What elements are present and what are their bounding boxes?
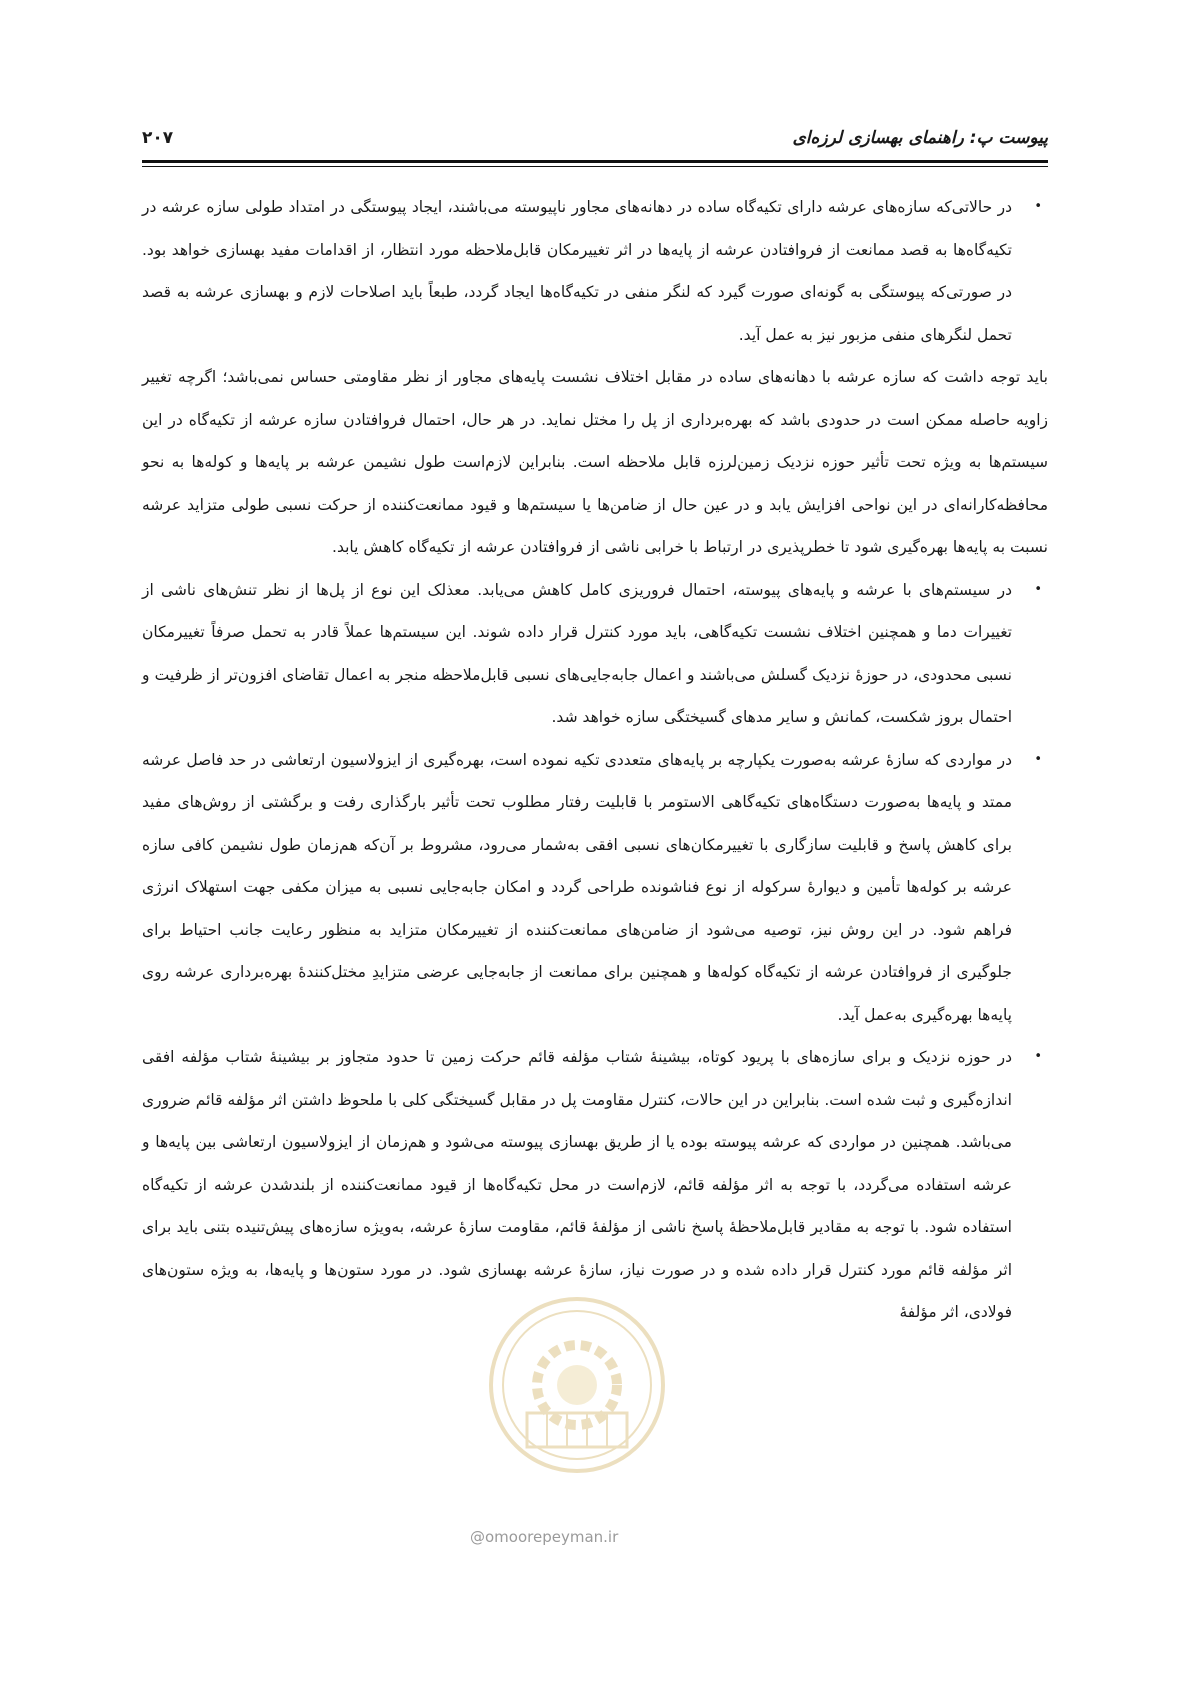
paragraph: باید توجه داشت که سازه عرشه با دهانه‌های ساده در مقابل اختلاف نشست پایه‌های مجاور از نظر مقاومتی حساس نمی‌باشد؛ اگرچه تغییر زاویه حاصله ممکن است در حدودی باشد که بهره‌برداری از پل را مختل نماید. در هر حال، احتمال فروافتادن سازه عرشه از تکیه‌گاه در این سیستم‌ها به ویژه تحت تأثیر حوزه نزدیک زمین‌لرزه قابل ملاحظه است. بنابراین لازم‌است طول نشیمن عرشه بر پایه‌ها و کوله‌ها به نحو محافظه‌کارانه‌ای در این نواحی افزایش یابد و در عین حال از ضامن‌ها یا سیستم‌ها و قیود ممانعت‌کننده از حرکت نسبی طولی متزاید عرشه نسبت به پایه‌ها بهره‌گیری شود تا خطرپذیری در ارتباط با خرابی ناشی از فروافتادن عرشه از تکیه‌گاه کاهش یابد. (142, 368, 1048, 556)
bullet-marker: • (1034, 1049, 1042, 1064)
body-text (142, 186, 1048, 1334)
bullet-marker: • (1034, 751, 1042, 767)
bullet-item (142, 186, 1048, 356)
watermark-seal-logo (487, 1295, 667, 1475)
bullet-item (142, 1036, 1048, 1334)
bullet-item (142, 739, 1048, 1037)
running-header (142, 128, 1048, 156)
page-number: ۲۰۷ (142, 128, 174, 148)
header-rule-thin (142, 166, 1048, 167)
bullet-marker: • (1034, 581, 1042, 597)
header-rule-thick (142, 160, 1048, 163)
bullet-text: در مواردی که سازۀ عرشه به‌صورت یکپارچه بر پایه‌های متعددی تکیه نموده است، بهره‌گیری از ایزولاسیون ارتعاشی در حد فاصل عرشه ممتد و پایه‌ها به‌صورت دستگاه‌های تکیه‌گاهی الاستومر با قابلیت رفتار مطلوب تحت تأثیر بارگذاری رفت و برگشتی از روش‌های مفید برای کاهش پاسخ و قابلیت سازگاری با تغییرمکان‌های نسبی افقی به‌شمار می‌رود، مشروط بر آن‌که هم‌زمان طول نشیمن کافی سازه عرشه بر کوله‌ها تأمین و دیوارۀ سرکوله از نوع فناشونده طراحی گردد و امکان جابه‌جایی نسبی به میزان مکفی جهت استهلاک انرژی فراهم شود. در این روش نیز، توصیه می‌شود از ضامن‌های ممانعت‌کننده از تغییرمکان متزاید به منظور رعایت جانب احتیاط برای جلوگیری از فروافتادن عرشه از تکیه‌گاه کوله‌ها و همچنین برای ممانعت از جابه‌جایی عرضی متزایدِ مختل‌کنندۀ بهره‌برداری عرشه روی پایه‌ها بهره‌گیری به‌عمل آید. (142, 750, 1012, 1024)
header-title: پیوست پ: راهنمای بهسازی لرزه‌ای (792, 128, 1048, 148)
bullet-text: در حالاتی‌که سازه‌های عرشه دارای تکیه‌گاه ساده در دهانه‌های مجاور ناپیوسته می‌باشند، ایجاد پیوستگی در امتداد طولی سازه عرشه در تکیه‌گاه‌ها به قصد ممانعت از فروافتادن عرشه از پایه‌ها در اثر تغییرمکان قابل‌ملاحظه مورد انتظار، از اقدامات مفید بهسازی خواهد بود. در صورتی‌که پیوستگی به گونه‌ای صورت گیرد که لنگر منفی در تکیه‌گاه‌ها ایجاد گردد، طبعاً باید اصلاحات لازم و بهسازی عرشه به قصد تحمل لنگرهای منفی مزبور نیز به عمل آید. (142, 198, 1012, 344)
bullet-marker: • (1034, 199, 1042, 214)
bullet-item (142, 569, 1048, 739)
bullet-text: در حوزه نزدیک و برای سازه‌های با پریود کوتاه، بیشینۀ شتاب مؤلفه قائم حرکت زمین تا حدود متجاوز بر بیشینۀ شتاب مؤلفه افقی اندازه‌گیری و ثبت شده است. بنابراین در این حالات، کنترل مقاومت پل در مقابل گسیختگی کلی با ملحوظ داشتن اثر مؤلفه قائم ضروری می‌باشد. همچنین در مواردی که عرشه پیوسته بوده یا از طریق بهسازی پیوسته می‌شود و هم‌زمان از ایزولاسیون ارتعاشی بین پایه‌ها و عرشه استفاده می‌گردد، با توجه به اثر مؤلفه قائم، لازم‌است در محل تکیه‌گاه‌ها از قیود ممانعت‌کننده از بلندشدن عرشه از تکیه‌گاه استفاده شود. با توجه به مقادیر قابل‌ملاحظۀ پاسخ ناشی از مؤلفۀ قائم، مقاومت سازۀ عرشه، به‌ویژه سازه‌های پیش‌تنیده بتنی باید برای اثر مؤلفه قائم مورد کنترل قرار داده شده و در صورت نیاز، سازۀ عرشه بهسازی شود. در مورد ستون‌ها و پایه‌ها، به ویژه ستون‌های فولادی، اثر مؤلفۀ (142, 1048, 1012, 1321)
watermark-url: @omoorepeyman.ir (470, 1528, 619, 1546)
bullet-text: در سیستم‌های با عرشه و پایه‌های پیوسته، احتمال فروریزی کامل کاهش می‌یابد. معذلک این نوع از پل‌ها از نظر تنش‌های ناشی از تغییرات دما و همچنین اختلاف نشست تکیه‌گاهی، باید مورد کنترل قرار داده شوند. این سیستم‌ها عملاً قادر به تحمل صرفاً تغییرمکان نسبی محدودی، در حوزۀ نزدیک گسلش می‌باشند و اعمال جابه‌جایی‌های نسبی قابل‌ملاحظه منجر به اعمال تقاضای افزون‌تر از ظرفیت و احتمال بروز شکست، کمانش و سایر مدهای گسیختگی سازه خواهد شد. (142, 580, 1012, 726)
